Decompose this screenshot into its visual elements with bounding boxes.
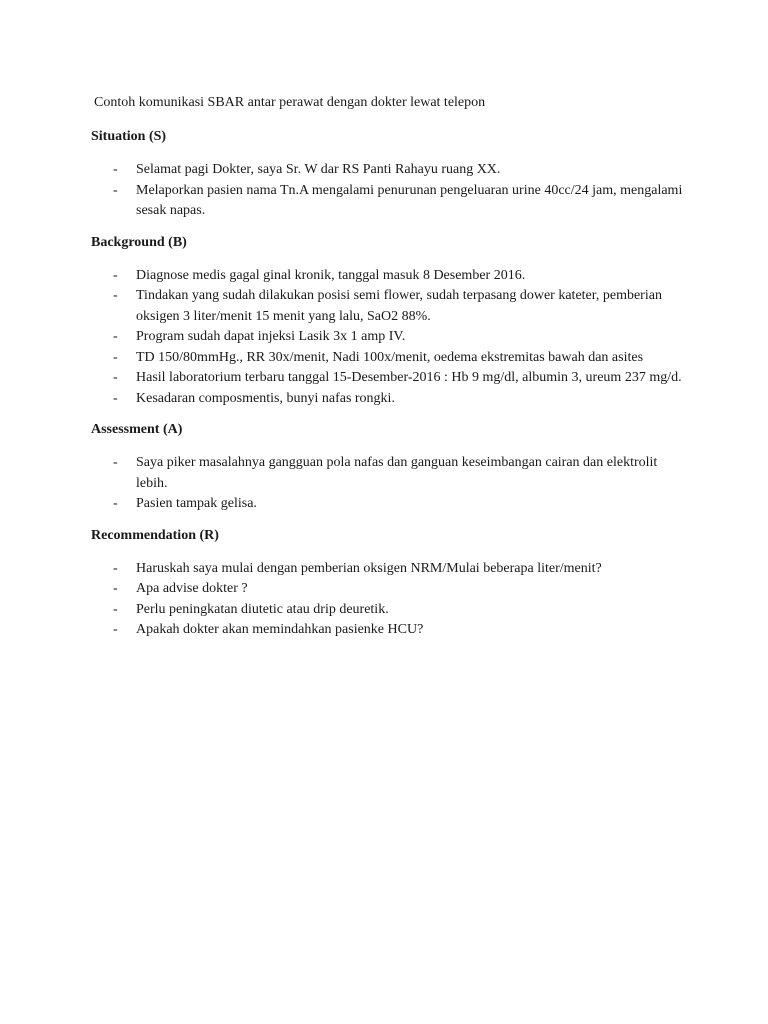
bullet-dash: - — [113, 349, 118, 365]
section-assessment — [91, 421, 688, 515]
list-item — [91, 579, 688, 600]
bullet-dash: - — [113, 329, 118, 344]
list-item-text: Hasil laboratorium terbaru tanggal 15-Desember-2016 : Hb 9 mg/dl, albumin 3, ureum 237 mg/d. — [136, 370, 682, 385]
list-item — [91, 327, 688, 348]
section-heading: Background (B) — [91, 234, 187, 250]
list-item-text: Program sudah dapat injeksi Lasik 3x 1 amp IV. — [136, 329, 406, 344]
list-item-text: Apa advise dokter ? — [136, 581, 248, 596]
bullet-dash: - — [113, 601, 118, 617]
list-item — [91, 559, 688, 580]
section-situation — [91, 128, 688, 222]
list-item — [91, 286, 688, 327]
section-recommendation — [91, 527, 688, 641]
bullet-dash: - — [113, 622, 118, 637]
list-item — [91, 368, 688, 389]
list-item-text: Pasien tampak gelisa. — [136, 496, 257, 511]
list-item-text: Kesadaran composmentis, bunyi nafas rongki. — [136, 390, 395, 406]
bullet-list — [91, 266, 688, 410]
list-item — [91, 494, 688, 515]
list-item — [91, 160, 688, 181]
section-heading: Situation (S) — [91, 129, 167, 144]
list-item-text: Tindakan yang sudah dilakukan posisi semi flower, sudah terpasang dower kateter, pemberian oksigen 3 liter/menit 15 menit yang lalu, SaO2 88%. — [136, 288, 662, 324]
document-title: Contoh komunikasi SBAR antar perawat dengan dokter lewat telepon — [94, 95, 486, 110]
list-item — [91, 620, 688, 641]
bullet-dash: - — [113, 267, 118, 283]
bullet-dash: - — [113, 288, 118, 303]
list-item-text: Haruskah saya mulai dengan pemberian oksigen NRM/Mulai beberapa liter/menit? — [136, 560, 602, 576]
list-item — [91, 389, 688, 410]
bullet-dash: - — [113, 455, 118, 470]
bullet-dash: - — [113, 162, 118, 177]
list-item-text: Apakah dokter akan memindahkan pasienke HCU? — [136, 622, 424, 637]
section-background — [91, 234, 688, 410]
bullet-dash: - — [113, 560, 118, 576]
bullet-list — [91, 453, 688, 515]
bullet-list — [91, 160, 688, 222]
list-item — [91, 181, 688, 222]
bullet-dash: - — [113, 390, 118, 406]
list-item — [91, 600, 688, 621]
list-item-text: Diagnose medis gagal ginal kronik, tanggal masuk 8 Desember 2016. — [136, 267, 526, 283]
list-item — [91, 348, 688, 369]
list-item — [91, 453, 688, 494]
list-item-text: Melaporkan pasien nama Tn.A mengalami penurunan pengeluaran urine 40cc/24 jam, mengalami sesak napas. — [136, 182, 683, 218]
section-heading: Assessment (A) — [91, 422, 183, 437]
list-item-text: TD 150/80mmHg., RR 30x/menit, Nadi 100x/menit, oedema ekstremitas bawah dan asites — [136, 349, 644, 365]
list-item-text: Perlu peningkatan diutetic atau drip deuretik. — [136, 601, 389, 617]
list-item — [91, 266, 688, 287]
list-item-text: Selamat pagi Dokter, saya Sr. W dar RS Panti Rahayu ruang XX. — [136, 162, 501, 177]
bullet-dash: - — [113, 581, 118, 596]
bullet-dash: - — [113, 370, 118, 385]
section-heading: Recommendation (R) — [91, 527, 219, 543]
list-item-text: Saya piker masalahnya gangguan pola nafas dan ganguan keseimbangan cairan dan elektrolit lebih. — [136, 455, 658, 491]
bullet-dash: - — [113, 496, 118, 511]
bullet-dash: - — [113, 182, 118, 198]
bullet-list — [91, 559, 688, 641]
